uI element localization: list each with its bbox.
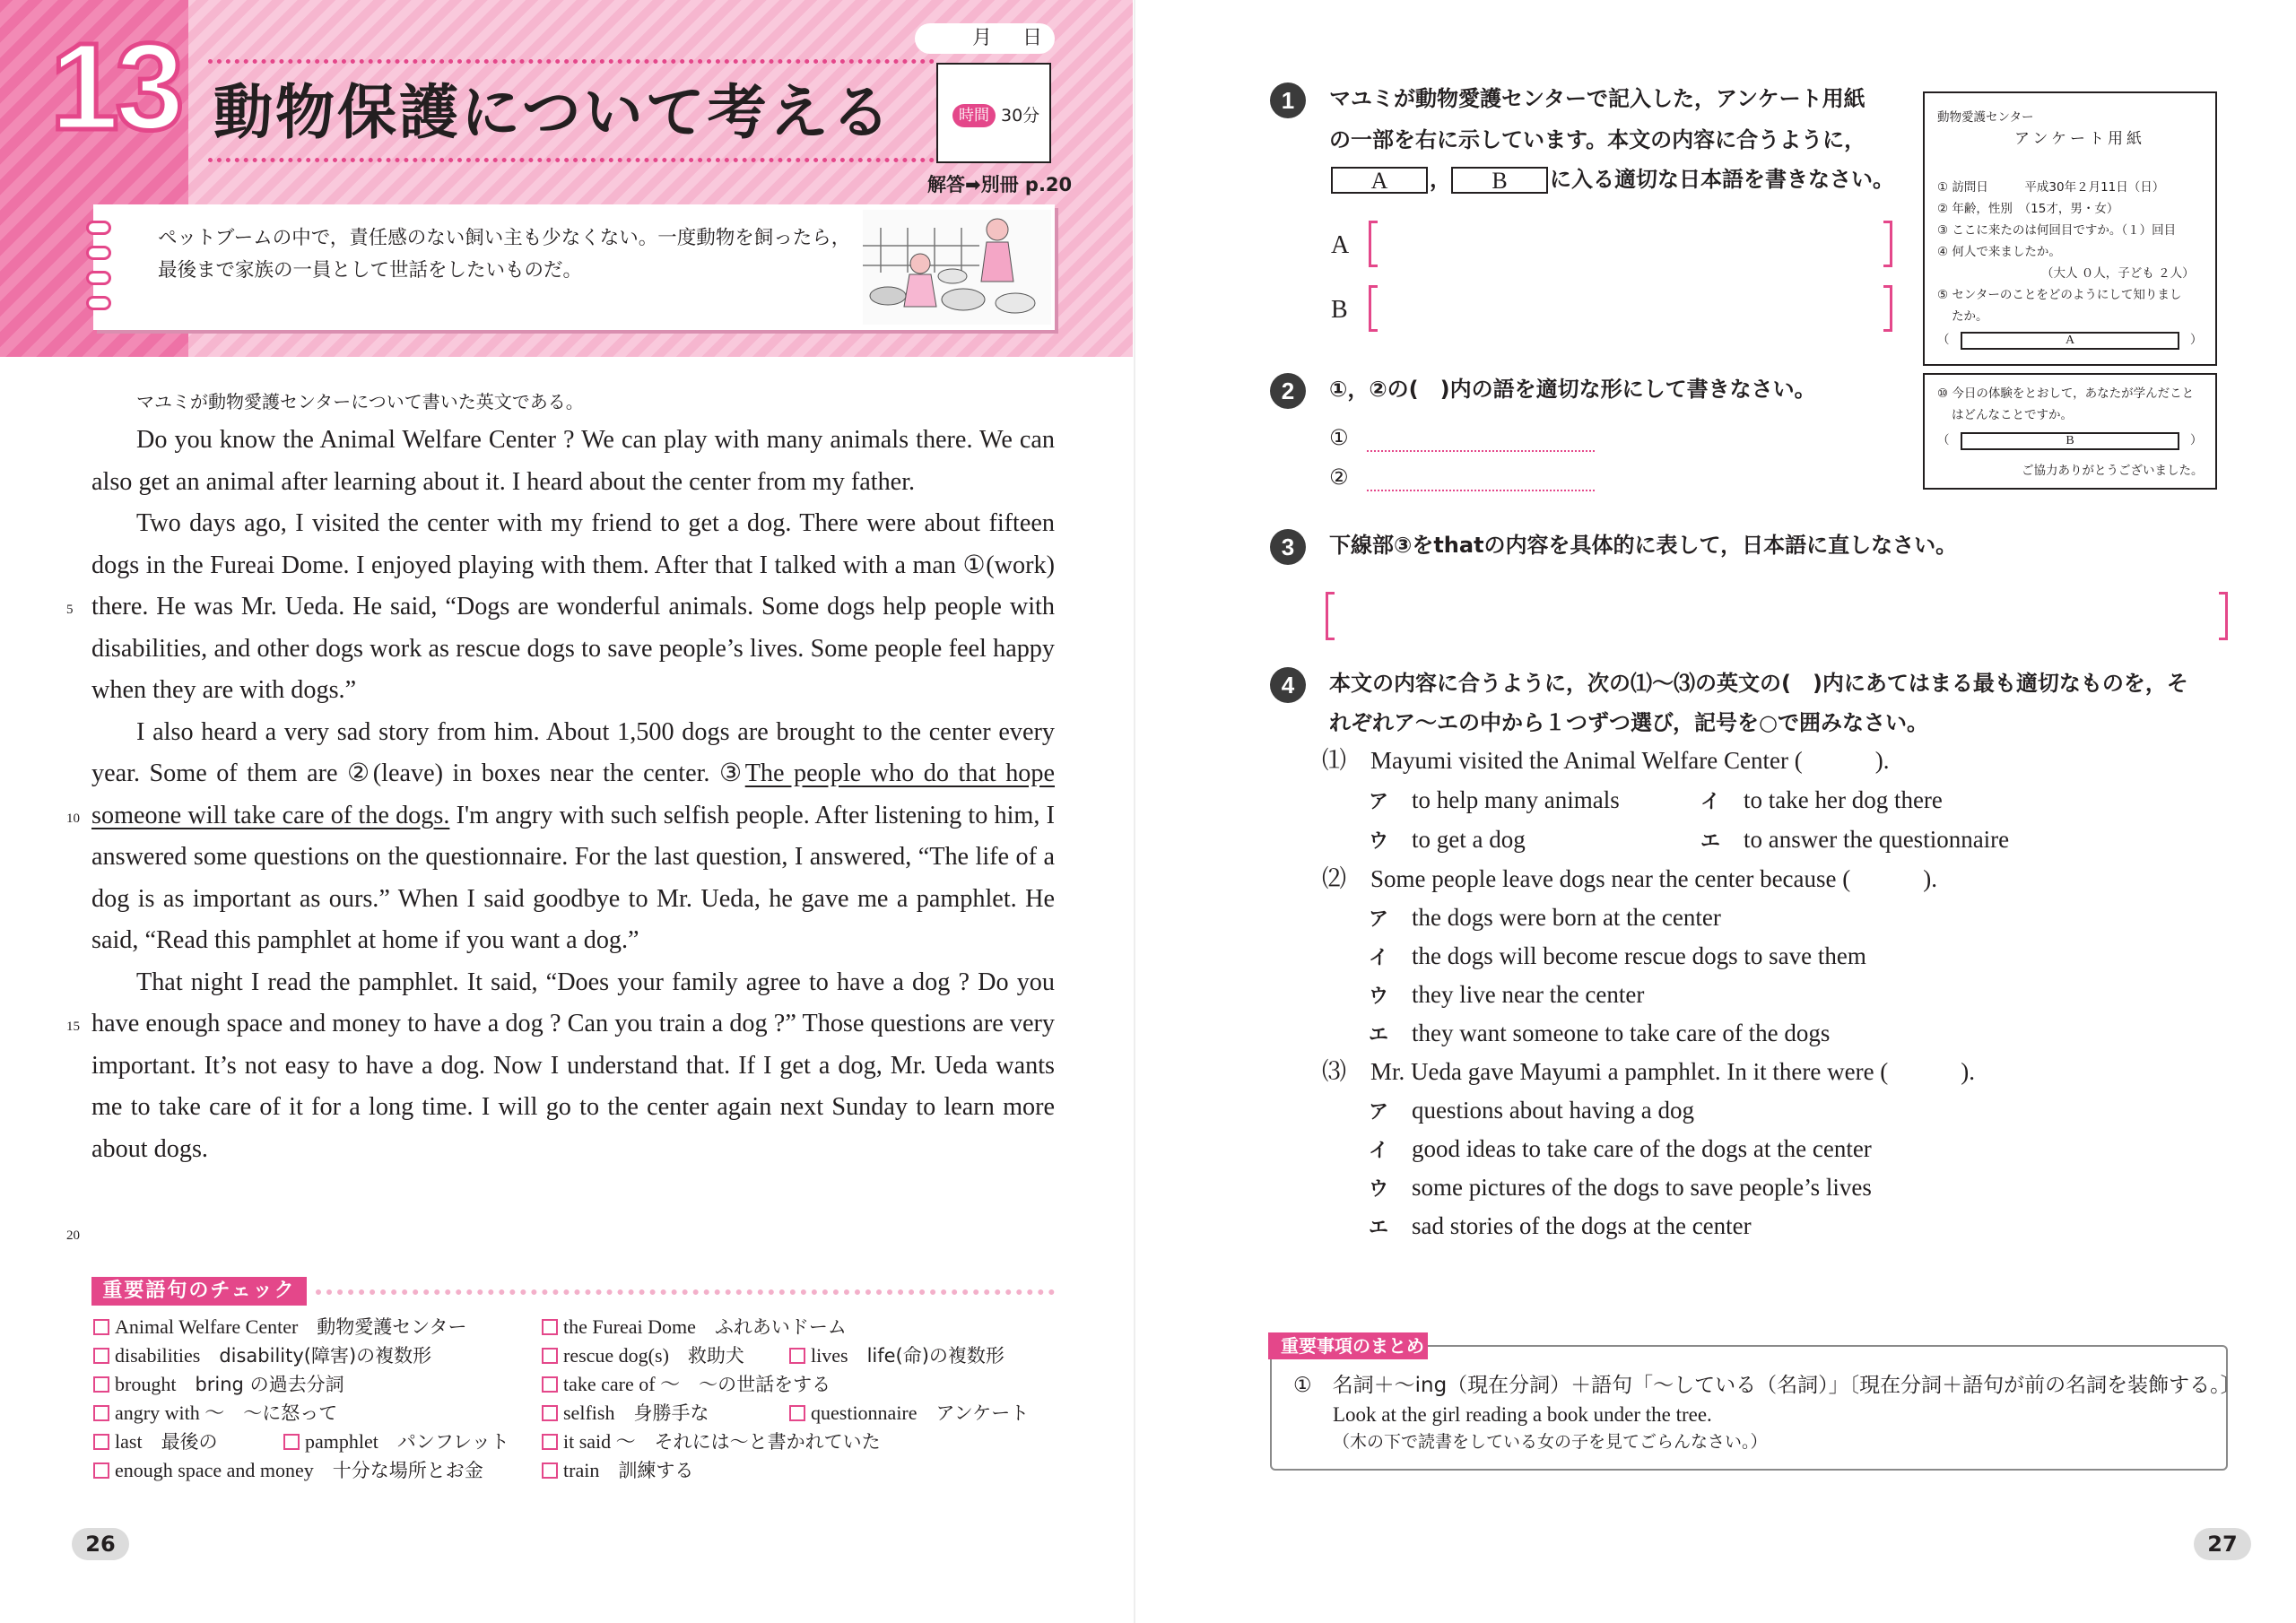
time-badge: 時間 [952,104,996,127]
choice-e[interactable]: エ to answer the questionnaire [1700,826,2010,853]
intro-line: 最後まで家族の一員として世話をしたいものだ。 [158,259,583,282]
questionnaire-title: アンケート用紙 [2014,130,2145,148]
vocab-item: it said 〜 それには〜と書かれていた [542,1429,881,1454]
ring-icon [86,246,111,260]
question-number-3: 3 [1270,529,1306,565]
questionnaire-thanks: ご協力ありがとうございました。 [2022,464,2204,478]
choice-u[interactable]: ウ to get a dog [1369,826,1526,853]
summary-tag: 重要事項のまとめ [1268,1332,1428,1359]
checkbox[interactable] [93,1405,109,1421]
time-value: 30分 [1001,106,1040,126]
checkbox[interactable] [93,1434,109,1450]
checkbox[interactable] [542,1405,558,1421]
vocab-item: lives life(命)の複数形 [789,1343,1004,1368]
checkbox[interactable] [93,1376,109,1393]
choice-a[interactable]: ア the dogs were born at the center [1369,904,1721,931]
choice-i[interactable]: イ the dogs will become rescue dogs to save them [1369,942,1866,969]
q2-label-1: ① [1329,425,1349,450]
questionnaire-item: はどんなことですか。 [1952,408,2073,422]
line-number: 15 [66,1020,80,1034]
vocab-item: take care of 〜 〜の世話をする [542,1372,831,1397]
q1-line2: の一部を右に示しています。本文の内容に合うように， [1329,127,1866,152]
answer-line [1367,490,1595,491]
questionnaire-answer-a: A [1961,332,2179,350]
choice-e[interactable]: エ sad stories of the dogs at the center [1369,1212,1752,1239]
answer-line [1367,450,1595,452]
sub-question-2: ⑵ Some people leave dogs near the center because ( ). [1322,865,1937,892]
q2-label-2: ② [1329,464,1349,490]
questionnaire-item: たか。 [1952,309,1988,324]
questionnaire-item: ② 年齢，性別 （15才，男・女） [1937,202,2119,216]
q3-text: 下線部③をthatの内容を具体的に表して，日本語に直しなさい。 [1329,533,1958,558]
checkbox[interactable] [789,1348,805,1364]
marker-3: ③ [718,759,745,787]
q4-line2: れぞれア〜エの中から１つずつ選び，記号を○で囲みなさい。 [1329,710,1928,735]
vocab-rule [316,1289,1055,1295]
questionnaire-form: 動物愛護センター アンケート用紙 ① 訪問日 平成30年２月11日（日） ② 年齢，性別 （15才，男・女） ③ ここに来たのは何回目ですか。（１）回目 ④ 何人で来ましたか。 （大人 ０人，子ども ２人） ⑤ センターのことをどのようにして知りまし たか。 （ A ） [1923,91,2217,366]
checkbox[interactable] [542,1462,558,1479]
ring-icon [86,221,111,235]
intro-text [158,222,947,287]
sub-question-3: ⑶ Mr. Ueda gave Mayumi a pamphlet. In it there were ( ). [1322,1058,1976,1085]
line-number: 10 [66,812,80,826]
questionnaire-item: （大人 ０人，子ども ２人） [2041,266,2195,281]
summary-example: Look at the girl reading a book under the tree. [1333,1403,1712,1426]
checkbox[interactable] [542,1319,558,1335]
intro-line: ペットブームの中で，責任感のない飼い主も少なくない。一度動物を飼ったら， [158,227,851,249]
questionnaire-item: ⑤ センターのことをどのようにして知りまし [1937,288,2182,302]
vocab-item: Animal Welfare Center 動物愛護センター [93,1315,466,1340]
marker-1: ①(work) [962,551,1055,579]
choice-u[interactable]: ウ they live near the center [1369,981,1645,1008]
choice-a[interactable]: ア questions about having a dog [1369,1097,1694,1124]
checkbox[interactable] [283,1434,300,1450]
vocab-item: enough space and money 十分な場所とお金 [93,1458,483,1483]
checkbox[interactable] [542,1348,558,1364]
answer-bracket-right [1883,221,1892,267]
vocab-item: the Fureai Dome ふれあいドーム [542,1315,847,1340]
checkbox[interactable] [93,1319,109,1335]
checkbox[interactable] [542,1434,558,1450]
page-gutter [1134,0,1135,1623]
vocab-item: train 訓練する [542,1458,693,1483]
line-number: 20 [66,1228,80,1243]
summary-translation: （木の下で読書をしている女の子を見てごらんなさい。） [1333,1432,1768,1452]
checkbox[interactable] [542,1376,558,1393]
underlined-sentence: The people who do that hope someone will take care of the dogs. [91,759,1056,829]
page-number-right: 27 [2194,1528,2251,1560]
q2-text: ①，②の( )内の語を適切な形にして書きなさい。 [1329,377,1816,402]
answer-bracket-right [2219,592,2228,640]
q4-line1: 本文の内容に合うように，次の⑴〜⑶の英文の( )内にあてはまる最も適切なものを，そ [1329,671,2188,696]
answer-reference: 解答➡別冊 p.20 [927,174,1073,195]
passage-caption: マユミが動物愛護センターについて書いた英文である。 [136,391,584,412]
vocab-item: questionnaire アンケート [789,1401,1029,1426]
question-number-2: 2 [1270,373,1306,409]
q1-line1: マユミが動物愛護センターで記入した，アンケート用紙 [1329,86,1866,111]
questionnaire-org: 動物愛護センター [1937,110,2034,125]
paragraph-3: I also heard a very sad story from him. About 1,500 dogs are brought to the center every year. Some of them are ②(leave) in boxes near the center. ③The people who do that hope someone will take care of the dogs. I'm angry with such selfish people. After listening to him, I answered some questions on the questionnaire. For the last question, I answered, “The life of a dog is as important as ours.” When I said goodbye to Mr. Ueda, he gave me a pamphlet. He said, “Read this pamphlet at home if you want a dog.” [91,717,1056,954]
title-rule-top [208,59,935,64]
intro-card [93,204,1055,330]
choice-i[interactable]: イ good ideas to take care of the dogs at the center [1369,1135,1872,1162]
line-number: 5 [66,603,74,617]
vocab-item: rescue dog(s) 救助犬 [542,1343,744,1368]
paragraph-1: Do you know the Animal Welfare Center ? We can play with many animals there. We can also get an animal after learning about it. I heard about the center from my father. [91,426,1055,496]
vocab-heading: 重要語句のチェック [91,1277,307,1306]
questionnaire-item: ① 訪問日 平成30年２月11日（日） [1937,180,2165,195]
marker-2: ②(leave) [347,759,443,787]
vocab-item: brought bring の過去分詞 [93,1372,344,1397]
answer-bracket-left [1326,592,1335,640]
date-month: 月 [972,27,993,49]
ring-icon [86,296,111,310]
paragraph-4: That night I read the pamphlet. It said, “Does your family agree to have a dog ? Do you have enough space and money to have a dog ? Can you train a dog ?” Those questions are very important. It’s not easy to have a dog. Now I understand that. If I get a dog, Mr. Ueda wants me to take care of it for a long time. I will go to the center again next Sunday to learn more about dogs. [91,968,1055,1163]
page-number-left: 26 [72,1528,129,1560]
questionnaire-form-continued: ⑩ 今日の体験をとおして，あなたが学んだこと はどんなことですか。 （ B ） ご協力ありがとうございました。 [1923,373,2217,490]
ring-icon [86,271,111,285]
vocab-item: angry with 〜 〜に怒って [93,1401,337,1426]
title-rule-bottom [208,158,935,162]
questionnaire-answer-b: B [1961,432,2179,450]
q1-line3: に入る適切な日本語を書きなさい。 [1550,167,1894,192]
date-day: 日 [1022,27,1043,49]
dog-shelter-illustration [863,210,1051,325]
choice-a[interactable]: ア to help many animals [1369,786,1620,813]
vocab-item: disabilities disability(障害)の複数形 [93,1343,431,1368]
vocab-item: last 最後の [93,1429,218,1454]
questionnaire-item: ③ ここに来たのは何回目ですか。（１）回目 [1937,223,2177,238]
question-number-4: 4 [1270,667,1306,703]
checkbox[interactable] [93,1348,109,1364]
q1-comma: ， [1430,167,1451,192]
checkbox[interactable] [789,1405,805,1421]
choice-e[interactable]: エ they want someone to take care of the dogs [1369,1020,1831,1046]
blank-box-a: A [1331,167,1428,194]
answer-bracket-left [1369,285,1378,332]
answer-bracket-right [1883,285,1892,332]
sub-question-1: ⑴ Mayumi visited the Animal Welfare Center ( ). [1322,747,1890,774]
checkbox[interactable] [93,1462,109,1479]
date-box [915,23,1055,54]
lesson-title: 動物保護について考える [213,78,893,147]
choice-i[interactable]: イ to take her dog there [1700,786,1943,813]
questionnaire-item: ⑩ 今日の体験をとおして，あなたが学んだこと [1937,386,2195,401]
vocab-item: pamphlet パンフレット [283,1429,509,1454]
question-number-1: 1 [1270,82,1306,118]
summary-rule: ① 名詞＋〜ing（現在分詞）＋語句「〜している（名詞）」〔現在分詞＋語句が前の名詞を装飾する。〕 [1293,1374,2241,1397]
time-box [936,63,1051,163]
answer-label-b: B [1331,296,1348,324]
lesson-number: 13 [50,18,181,156]
choice-u[interactable]: ウ some pictures of the dogs to save people’s lives [1369,1174,1872,1201]
answer-label-a: A [1331,231,1350,259]
questionnaire-item: ④ 何人で来ましたか。 [1937,245,2061,259]
blank-box-b: B [1451,167,1548,194]
answer-bracket-left [1369,221,1378,267]
vocab-item: selfish 身勝手な [542,1401,709,1426]
paragraph-2: Two days ago, I visited the center with my friend to get a dog. There were about fifteen dogs in the Fureai Dome. I enjoyed playing with them. After that I talked with a man ①(work) there. He was Mr. Ueda. He said, “Dogs are wonderful animals. Some dogs help people with disabilities, and other dogs work as rescue dogs to save people’s lives. Some people feel happy when they are with dogs.” [91,509,1055,704]
passage [91,420,1055,1170]
